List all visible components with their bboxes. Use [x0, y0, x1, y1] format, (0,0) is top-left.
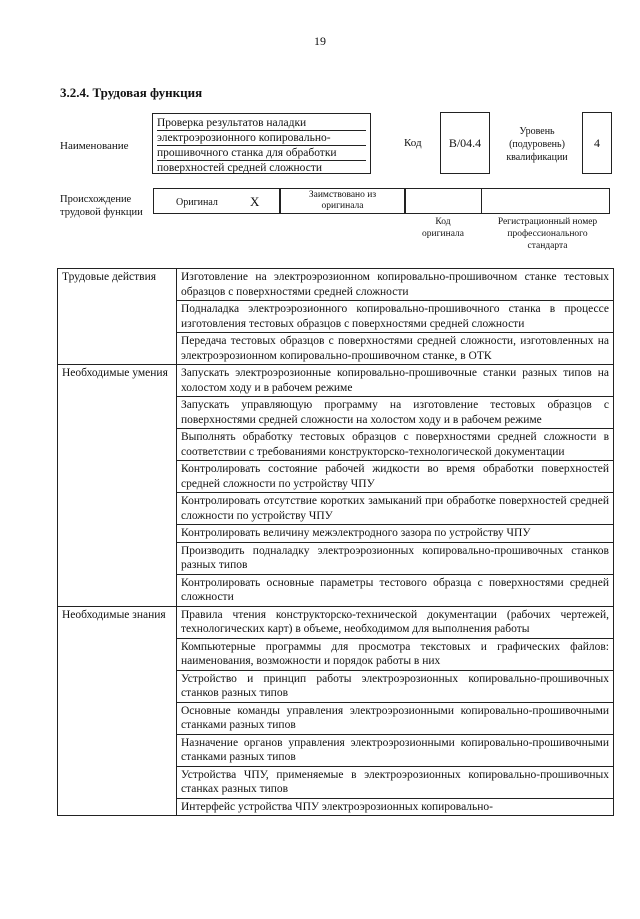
original-mark: X [250, 194, 260, 209]
table-cell: Подналадка электроэрозионного копировально-прошивочного станка в процессе изготовления тестовых образцов с поверхностями средней сложности [177, 301, 614, 333]
table-cell: Производить подналадку электроэрозионных копировально-прошивочных станков разных типов [177, 542, 614, 574]
table-cell: Выполнять обработку тестовых образцов с поверхностями средней сложности в соответствии с требованиями конструкторско-технологической документации [177, 429, 614, 461]
code-original-label: Код оригинала [422, 217, 464, 239]
name-label: Наименование [60, 140, 129, 152]
reg-number-label: Регистрационный номер профессионального стандарта [497, 217, 598, 251]
function-name-box [152, 113, 371, 174]
table-cell: Основные команды управления электроэрозионными копировально-прошивочными станками разных типов [177, 702, 614, 734]
section-title: 3.2.4. Трудовая функция [60, 85, 203, 100]
table-cell: Компьютерные программы для просмотра текстовых и графических файлов: наименования, возможности и порядок работы в них [177, 638, 614, 670]
page-number: 19 [314, 34, 326, 48]
table-cell: Назначение органов управления электроэрозионными копировально-прошивочными станками разных типов [177, 734, 614, 766]
table-cell: Запускать электроэрозионные копировально-прошивочные станки разных типов на холостом ходу и в рабочем режиме [177, 365, 614, 397]
table-cell: Контролировать величину межэлектродного зазора по устройству ЧПУ [177, 525, 614, 543]
table-row [58, 365, 614, 397]
original-label: Оригинал [176, 197, 218, 208]
function-name-line: Проверка результатов наладки [157, 116, 366, 131]
table-cell: Контролировать состояние рабочей жидкости во время обработки поверхностей средней сложности по устройству ЧПУ [177, 461, 614, 493]
level-value: 4 [582, 112, 612, 174]
row-label: Необходимые умения [58, 365, 177, 607]
table-cell: Контролировать отсутствие коротких замыканий при обработке поверхностей средней сложности по устройству ЧПУ [177, 493, 614, 525]
row-label: Необходимые знания [58, 606, 177, 816]
table-row [58, 269, 614, 301]
row-label: Трудовые действия [58, 269, 177, 365]
table-row [58, 606, 614, 638]
table-cell: Правила чтения конструкторско-технической документации (рабочих чертежей, технологических карт) в объеме, необходимом для выполнения работы [177, 606, 614, 638]
borrowed-label: Заимствовано из оригинала [308, 190, 377, 211]
code-original-cell [405, 188, 482, 214]
table-cell: Запускать управляющую программу на изготовление тестовых образцов с поверхностями средней сложности на холостом ходу и в рабочем режиме [177, 397, 614, 429]
level-label: Уровень (подуровень) квалификации [506, 126, 568, 163]
table-cell: Устройства ЧПУ, применяемые в электроэрозионных копировально-прошивочных станках разных типов [177, 766, 614, 798]
table-cell: Контролировать основные параметры тестового образца с поверхностями средней сложности [177, 574, 614, 606]
function-name-line: прошивочного станка для обработки [157, 146, 366, 161]
function-name-line: электроэрозионного копировально- [157, 131, 366, 146]
table-cell: Интерфейс устройства ЧПУ электроэрозионных копировально- [177, 798, 614, 816]
table-cell: Передача тестовых образцов с поверхностями средней сложности, изготовленных на электроэрозионном копировально-прошивочном станке, в ОТК [177, 333, 614, 365]
function-details-table [57, 268, 614, 816]
origin-label: Происхождение трудовой функции [60, 194, 143, 218]
code-label: Код [404, 137, 422, 149]
code-value: B/04.4 [440, 112, 490, 174]
function-name-line: поверхностей средней сложности [157, 162, 322, 174]
table-cell: Устройство и принцип работы электроэрозионных копировально-прошивочных станков разных типов [177, 670, 614, 702]
table-cell: Изготовление на электроэрозионном копировально-прошивочном станке тестовых образцов с поверхностями средней сложности [177, 269, 614, 301]
